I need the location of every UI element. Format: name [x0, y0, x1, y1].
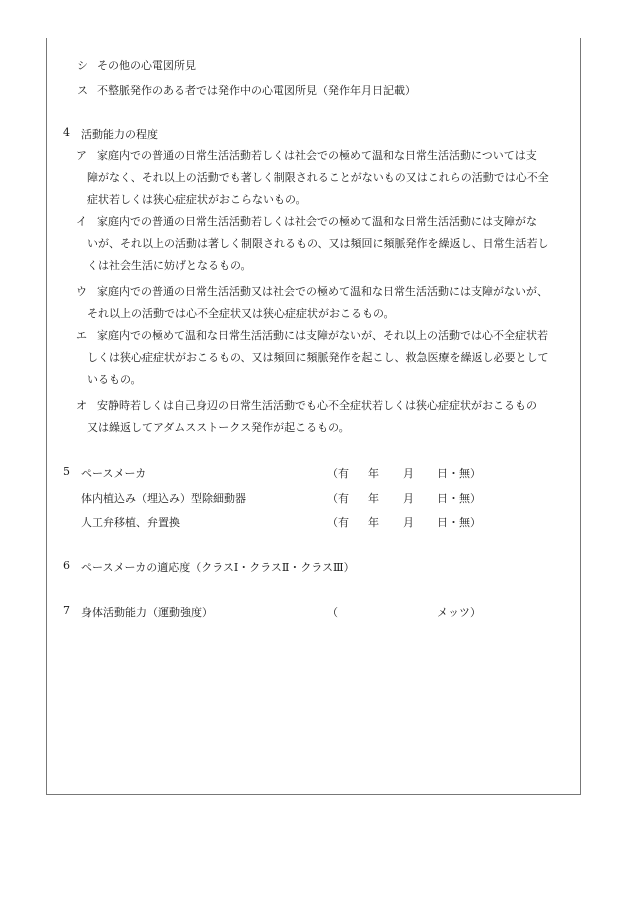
section5-number: 5: [63, 465, 70, 478]
icd-open: （有: [327, 492, 349, 505]
activity-capacity-label: 身体活動能力（運動強度）: [81, 606, 213, 619]
item-o-line-2: 又は繰返してアダムスストークス発作が起こるもの。: [87, 421, 350, 434]
valve-open: （有: [327, 516, 349, 529]
section7-number: 7: [63, 604, 70, 617]
valve-label: 人工弁移植、弁置換: [81, 516, 180, 529]
item-u-line-1: 家庭内での普通の日常生活活動又は社会での極めて温和な日常生活活動には支障がないが、: [97, 285, 548, 298]
item-su-text: 不整脈発作のある者では発作中の心電図所見（発作年月日記載）: [97, 84, 416, 97]
section6-number: 6: [63, 559, 70, 572]
item-shi-text: その他の心電図所見: [97, 59, 196, 72]
valve-day: 日・無）: [437, 516, 481, 529]
item-e-line-2: しくは狭心症症状がおこるもの、又は頻回に頻脈発作を起こし、救急医療を繰返し必要として: [87, 351, 549, 364]
pacemaker-label: ペースメーカ: [81, 467, 147, 480]
icd-label: 体内植込み（埋込み）型除細動器: [81, 492, 246, 505]
pacemaker-day: 日・無）: [437, 467, 481, 480]
item-i-line-2: いが、それ以上の活動は著しく制限されるもの、又は頻回に頻脈発作を繰返し、日常生活若し: [87, 237, 549, 250]
item-e-line-3: いるもの。: [87, 373, 142, 386]
pacemaker-year: 年: [368, 467, 379, 480]
item-a-label: ア: [76, 149, 87, 162]
item-a-line-1: 家庭内での普通の日常生活活動若しくは社会での極めて温和な日常生活活動については支: [97, 149, 537, 162]
item-u-label: ウ: [76, 285, 87, 298]
item-i-line-3: くは社会生活に妨げとなるもの。: [87, 259, 252, 272]
pacemaker-open: （有: [327, 467, 349, 480]
section4-number: 4: [63, 126, 70, 139]
pacemaker-month: 月: [403, 467, 414, 480]
item-a-line-2: 障がなく、それ以上の活動でも著しく制限されることがないもの又はこれらの活動では心不全: [87, 171, 549, 184]
item-a-line-3: 症状若しくは狭心症症状がおこらないもの。: [87, 193, 307, 206]
valve-month: 月: [403, 516, 414, 529]
item-su-label: ス: [77, 84, 88, 97]
item-i-label: イ: [76, 215, 87, 228]
item-e-label: エ: [76, 329, 87, 342]
valve-year: 年: [368, 516, 379, 529]
icd-month: 月: [403, 492, 414, 505]
item-u-line-2: それ以上の活動では心不全症状又は狭心症症状がおこるもの。: [87, 307, 395, 320]
icd-day: 日・無）: [437, 492, 481, 505]
item-i-line-1: 家庭内での普通の日常生活活動若しくは社会での極めて温和な日常生活活動には支障がな: [97, 215, 537, 228]
item-e-line-1: 家庭内での極めて温和な日常生活活動には支障がないが、それ以上の活動では心不全症状若: [97, 329, 548, 342]
pacemaker-class-text: ペースメーカの適応度（クラスⅠ・クラスⅡ・クラスⅢ）: [81, 561, 355, 574]
activity-capacity-unit: メッツ）: [437, 606, 481, 619]
item-shi-label: シ: [77, 59, 88, 72]
item-o-line-1: 安静時若しくは自己身辺の日常生活活動でも心不全症状若しくは狭心症症状がおこるもの: [97, 399, 537, 412]
icd-year: 年: [368, 492, 379, 505]
activity-capacity-open: （: [327, 606, 338, 619]
item-o-label: オ: [76, 399, 87, 412]
section4-heading: 活動能力の程度: [81, 128, 158, 141]
